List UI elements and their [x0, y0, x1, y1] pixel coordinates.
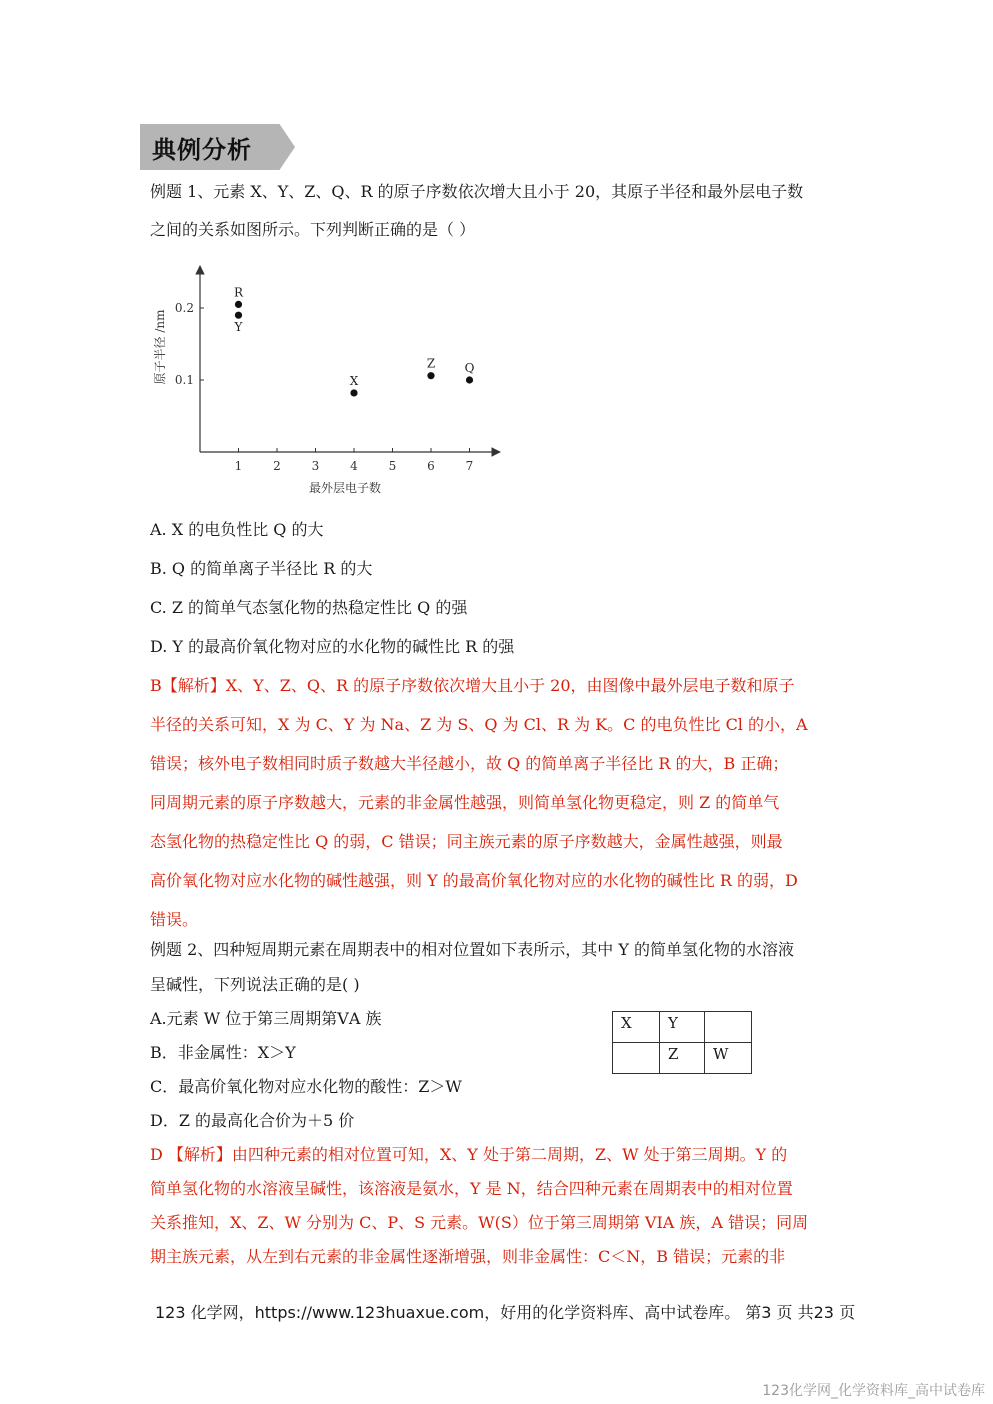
x-tick-label: 3: [311, 459, 320, 473]
q1-option-d: D. Y 的最高价氧化物对应的水化物的碱性比 R 的强: [150, 637, 515, 656]
chart-ylabel: 原子半径 /nm: [153, 309, 167, 385]
point-label-r: R: [233, 285, 244, 300]
q1-answer-line: B【解析】X、Y、Z、Q、R 的原子序数依次增大且小于 20，由图像中最外层电子数和原子: [150, 676, 795, 695]
q2-option-c: C．最高价氧化物对应水化物的酸性：Z＞W: [150, 1077, 462, 1096]
q2-stem-line1: 例题 2、四种短周期元素在周期表中的相对位置如下表所示，其中 Y 的简单氢化物的水溶液: [150, 940, 795, 959]
page-footer: 123 化学网，https://www.123huaxue.com，好用的化学资料库、高中试卷库。 第3 页 共23 页: [155, 1303, 856, 1322]
y-tick-label: 0.2: [174, 301, 194, 315]
q1-stem-line2: 之间的关系如图所示。下列判断正确的是（ ）: [150, 220, 476, 239]
table-cell: Y: [660, 1012, 705, 1043]
data-point-q: [466, 376, 473, 383]
point-label-q: Q: [464, 361, 475, 375]
table-row: [613, 1012, 752, 1043]
q1-option-b: B. Q 的简单离子半径比 R 的大: [150, 559, 373, 578]
data-point-x: [350, 389, 357, 396]
point-label-x: X: [349, 373, 359, 388]
table-cell: [613, 1043, 660, 1074]
q1-answer-line: 态氢化物的热稳定性比 Q 的弱，C 错误；同主族元素的原子序数越大，金属性越强，则最: [150, 832, 783, 851]
data-point-y: [235, 312, 242, 319]
table-cell: [705, 1012, 752, 1043]
chart-xlabel: 最外层电子数: [308, 481, 382, 495]
table-cell: X: [613, 1012, 660, 1043]
q1-answer-line: 同周期元素的原子序数越大，元素的非金属性越强，则简单氢化物更稳定，则 Z 的简单气: [150, 793, 780, 812]
section-title: 典例分析: [152, 136, 252, 164]
x-tick-label: 6: [427, 459, 435, 473]
q1-answer-line: 高价氧化物对应水化物的碱性越强，则 Y 的最高价氧化物对应的水化物的碱性比 R 的弱，D: [150, 871, 798, 890]
q1-option-c: C. Z 的简单气态氢化物的热稳定性比 Q 的强: [150, 598, 468, 617]
data-point-z: [427, 372, 434, 379]
table-cell: Z: [660, 1043, 705, 1074]
point-label-y: Y: [234, 320, 243, 335]
q1-answer-line: 错误。: [150, 910, 199, 929]
q2-option-b: B．非金属性：X＞Y: [150, 1043, 296, 1062]
x-tick-label: 5: [388, 459, 397, 473]
q1-stem-line1: 例题 1、元素 X、Y、Z、Q、R 的原子序数依次增大且小于 20，其原子半径和最外层电子数: [150, 182, 804, 201]
x-tick-label: 2: [273, 459, 281, 473]
q2-answer-line: 关系推知，X、Z、W 分别为 C、P、S 元素。W(S）位于第三周期第 VIA 族，A 错误；同周: [150, 1213, 809, 1232]
q2-answer-line: 简单氢化物的水溶液呈碱性，该溶液是氨水，Y 是 N，结合四种元素在周期表中的相对位置: [150, 1179, 793, 1198]
table-cell: W: [705, 1043, 752, 1074]
q2-option-a: A.元素 W 位于第三周期第ⅤA 族: [150, 1009, 382, 1028]
q1-answer-line: 半径的关系可知，X 为 C、Y 为 Na、Z 为 S、Q 为 Cl、R 为 K。C 的电负性比 Cl 的小，A: [150, 715, 808, 734]
q2-stem-line2: 呈碱性，下列说法正确的是( ): [150, 975, 360, 994]
x-tick-label: 4: [350, 459, 358, 473]
q2-answer-line: 期主族元素，从左到右元素的非金属性逐渐增强，则非金属性：C＜N，B 错误；元素的非: [150, 1247, 786, 1266]
data-point-r: [235, 301, 242, 308]
q2-option-d: D．Z 的最高化合价为＋5 价: [150, 1111, 355, 1130]
x-tick-label: 1: [234, 459, 243, 473]
site-watermark: 123化学网_化学资料库_高中试卷库: [762, 1383, 985, 1399]
q1-answer-line: 错误；核外电子数相同时质子数越大半径越小，故 Q 的简单离子半径比 R 的大，B 正确；: [150, 754, 789, 773]
y-tick-label: 0.1: [174, 373, 194, 387]
periodic-position-table: [612, 1011, 752, 1074]
q2-answer-line: D 【解析】由四种元素的相对位置可知，X、Y 处于第二周期，Z、W 处于第三周期。Y 的: [150, 1145, 788, 1164]
radius-scatter-chart: [150, 262, 510, 502]
q1-option-a: A. X 的电负性比 Q 的大: [150, 520, 324, 539]
point-label-z: Z: [426, 356, 436, 371]
table-row: [613, 1043, 752, 1074]
x-tick-label: 7: [465, 459, 474, 473]
